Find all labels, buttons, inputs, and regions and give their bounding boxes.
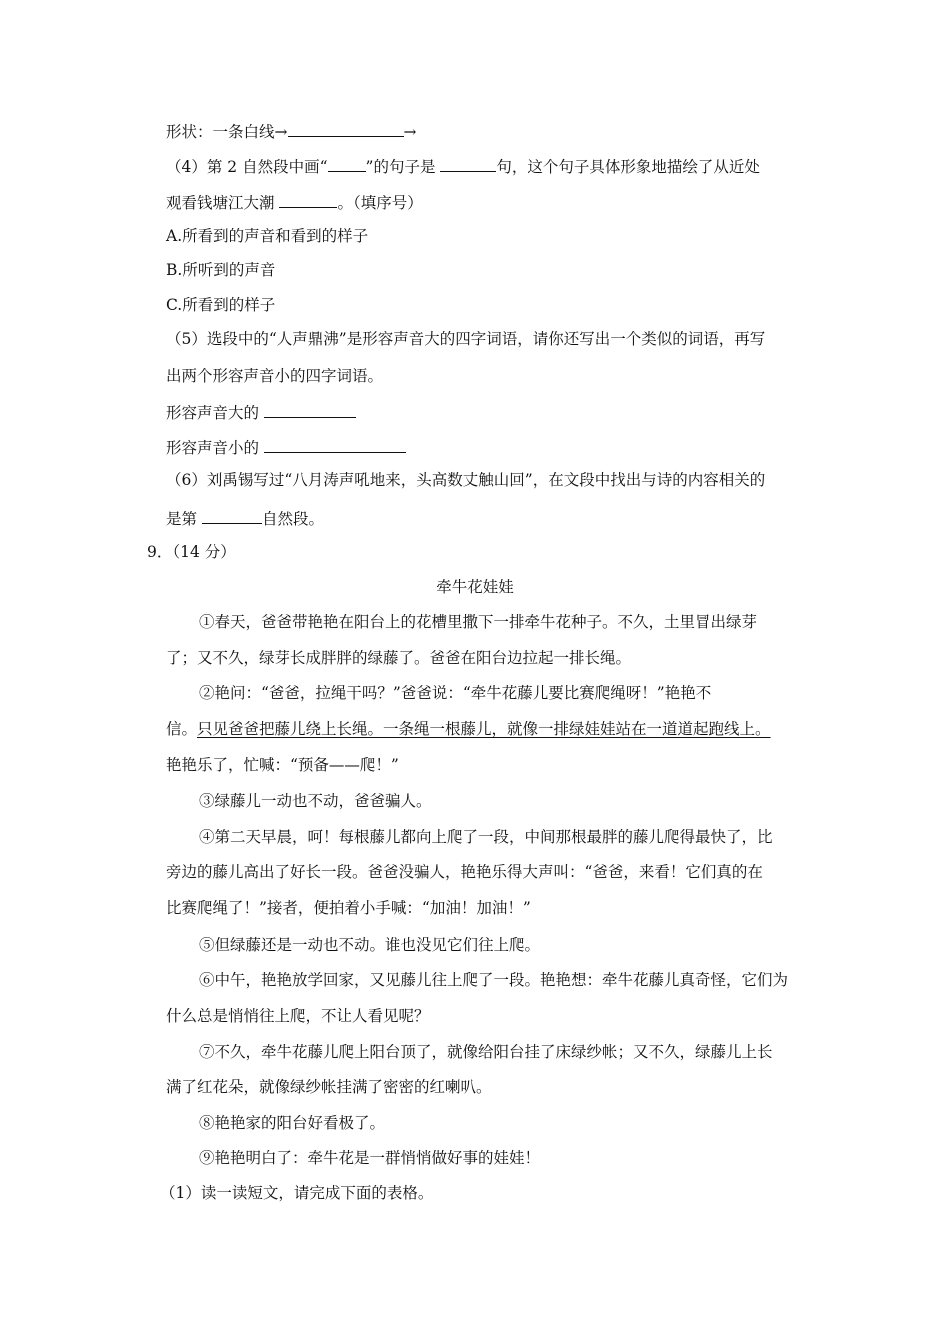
q8-part4-line2 <box>166 191 423 213</box>
q9-sub1: （1）读一读短文，请完成下面的表格。 <box>160 1184 434 1202</box>
underlined-sentence: 只见爸爸把藤儿绕上长绳。一条绳一根藤儿，就像一排绿娃娃站在一道道起跑线上。 <box>197 720 771 738</box>
para6-line1: ⑥中午，艳艳放学回家，又见藤儿往上爬了一段。艳艳想：牵牛花藤儿真奇怪，它们为 <box>199 971 789 989</box>
question-9-number: 9．（14 分） <box>147 543 236 561</box>
option-c: C.所看到的样子 <box>166 296 276 314</box>
q8-part6-line2 <box>166 507 324 529</box>
sentence-number-blank[interactable] <box>440 155 496 172</box>
para2-line1: ②艳问：“爸爸，拉绳干吗？”爸爸说：“牵牛花藤儿要比赛爬绳呀！”艳艳不 <box>199 684 712 702</box>
underline-marker-sample <box>328 155 366 172</box>
para7-line1: ⑦不久，牵牛花藤儿爬上阳台顶了，就像给阳台挂了床绿纱帐；又不久，绿藤儿上长 <box>199 1043 773 1061</box>
para2-line2 <box>166 719 771 739</box>
shape-arrow: → <box>403 123 417 141</box>
q8-part6-line1: （6）刘禹锡写过“八月涛声吼地来，头高数丈触山回”，在文段中找出与诗的内容相关的 <box>166 471 766 489</box>
p4-text-a: （4）第 2 自然段中画“ <box>166 158 328 176</box>
para8: ⑧艳艳家的阳台好看极了。 <box>199 1114 386 1132</box>
para3: ③绿藤儿一动也不动，爸爸骗人。 <box>199 792 432 810</box>
para4-line3: 比赛爬绳了！”接者，便拍着小手喊：“加油！加油！” <box>166 899 531 917</box>
p4-text-c: 句，这个句子具体形象地描绘了从近处 <box>496 158 760 176</box>
quiet-label: 形容声音小的 <box>166 439 264 457</box>
para5: ⑤但绿藤还是一动也不动。谁也没见它们往上爬。 <box>199 936 541 954</box>
shape-label: 形状：一条白线→ <box>166 123 288 141</box>
option-a: A.所看到的声音和看到的样子 <box>166 227 369 245</box>
quiet-words-line <box>166 436 406 458</box>
q8-part5-line2: 出两个形容声音小的四字词语。 <box>166 367 384 385</box>
q8-part5-line1: （5）选段中的“人声鼎沸”是形容声音大的四字词语，请你还写出一个类似的词语，再写 <box>166 330 766 348</box>
para2-line3: 艳艳乐了，忙喊：“预备——爬！” <box>166 756 399 774</box>
p4-text-b: ”的句子是 <box>365 158 441 176</box>
para2-text-start: 信。 <box>166 720 198 738</box>
loud-label: 形容声音大的 <box>166 404 264 422</box>
para9: ⑨艳艳明白了：牵牛花是一群悄悄做好事的娃娃！ <box>199 1149 541 1167</box>
quiet-words-blank[interactable] <box>264 436 406 453</box>
loud-words-line <box>166 401 356 423</box>
para1-line1: ①春天，爸爸带艳艳在阳台上的花槽里撒下一排牵牛花种子。不久，土里冒出绿芽 <box>199 613 758 631</box>
p4-text-d: 观看钱塘江大潮 <box>166 194 280 212</box>
shape-line <box>166 120 417 142</box>
q8-part4-line1 <box>166 155 760 177</box>
para1-line2: 了；又不久，绿芽长成胖胖的绿藤了。爸爸在阳台边拉起一排长绳。 <box>166 649 632 667</box>
option-b: B.所听到的声音 <box>166 261 276 279</box>
p6-text-a: 是第 <box>166 510 202 528</box>
loud-words-blank[interactable] <box>264 401 356 418</box>
para4-line1: ④第二天早晨，呵！每根藤儿都向上爬了一段，中间那根最胖的藤儿爬得最快了，比 <box>199 828 773 846</box>
para6-line2: 什么总是悄悄往上爬，不让人看见呢？ <box>166 1007 430 1025</box>
p4-text-e: 。（填序号） <box>337 194 423 212</box>
shape-blank[interactable] <box>288 120 404 137</box>
paragraph-number-blank[interactable] <box>202 507 262 524</box>
para4-line2: 旁边的藤儿高出了好长一段。爸爸没骗人，艳艳乐得大声叫：“爸爸，来看！它们真的在 <box>166 863 763 881</box>
para7-line2: 满了红花朵，就像绿纱帐挂满了密密的红喇叭。 <box>166 1078 492 1096</box>
p6-text-b: 自然段。 <box>261 510 324 528</box>
description-blank[interactable] <box>279 191 337 208</box>
passage-title: 牵牛花娃娃 <box>436 578 514 596</box>
